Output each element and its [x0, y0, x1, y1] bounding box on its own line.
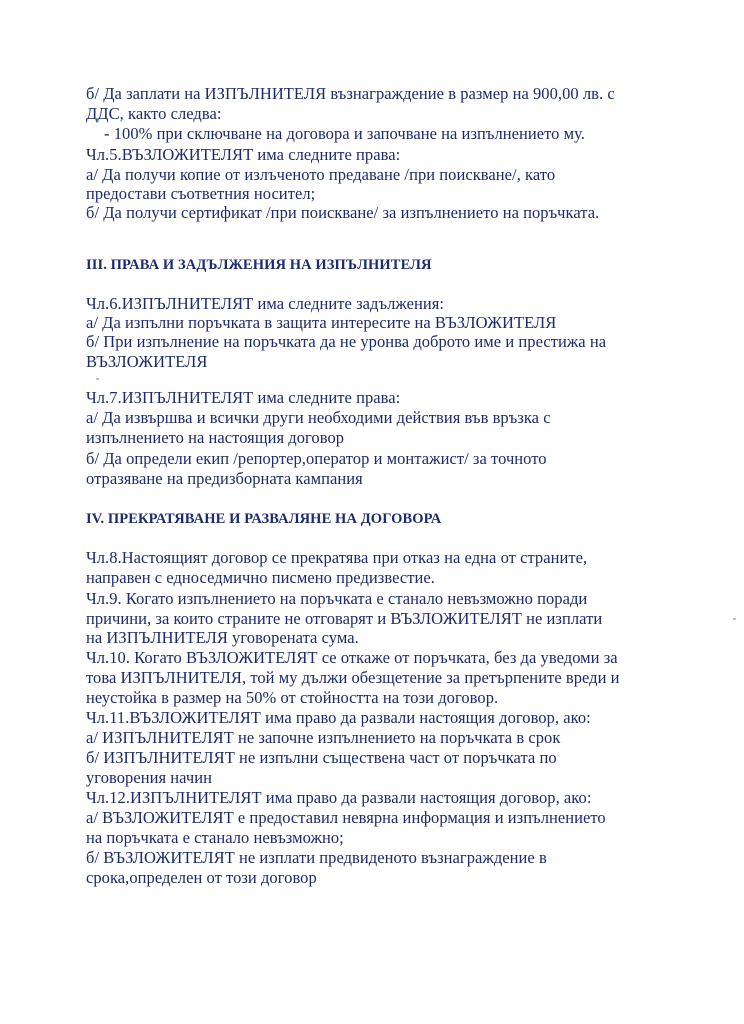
scan-speck — [733, 618, 736, 620]
paragraph-line: а/ Да извършва и всички други необходими действия във връзка с — [86, 408, 551, 427]
paragraph-line: уговорения начин — [86, 768, 212, 787]
paragraph-line: неустойка в размер на 50% от стойността на този договор. — [86, 688, 499, 707]
paragraph-line: предостави съответния носител; — [86, 184, 316, 203]
paragraph-line: б/ При изпълнение на поръчката да не уронва доброто име и престижа на — [86, 332, 607, 351]
section-heading-iii: III. ПРАВА И ЗАДЪЛЖЕНИЯ НА ИЗПЪЛНИТЕЛЯ — [86, 257, 432, 273]
paragraph-line: ВЪЗЛОЖИТЕЛЯ — [86, 352, 208, 371]
article-10-title: Чл.10. Когато ВЪЗЛОЖИТЕЛЯТ се откаже от поръчката, без да уведоми за — [86, 648, 618, 667]
paragraph-line: на поръчката е станало невъзможно; — [86, 828, 344, 847]
list-item: - 100% при сключване на договора и започване на изпълнението му. — [104, 124, 585, 143]
article-6-title: Чл.6.ИЗПЪЛНИТЕЛЯТ има следните задължения: — [86, 294, 444, 313]
paragraph-line: а/ ВЪЗЛОЖИТЕЛЯТ е предоставил невярна информация и изпълнението — [86, 808, 606, 827]
paragraph-line: б/ ВЪЗЛОЖИТЕЛЯТ не изплати предвиденото възнаграждение в — [86, 848, 547, 867]
section-heading-iv: IV. ПРЕКРАТЯВАНЕ И РАЗВАЛЯНЕ НА ДОГОВОРА — [86, 511, 442, 527]
article-8-title: Чл.8.Настоящият договор се прекратява при отказ на една от страните, — [86, 548, 588, 567]
article-5-title: Чл.5.ВЪЗЛОЖИТЕЛЯТ има следните права: — [86, 145, 401, 164]
paragraph-line: а/ Да получи копие от излъченото предаване /при поискване/, като — [86, 165, 556, 184]
paragraph-line: б/ Да получи сертификат /при поискване/ за изпълнението на поръчката. — [86, 203, 600, 222]
paragraph-line: причини, за които страните не отговарят и ВЪЗЛОЖИТЕЛЯТ не изплати — [86, 609, 603, 628]
paragraph-line: б/ ИЗПЪЛНИТЕЛЯТ не изпълни съществена част от поръчката по — [86, 748, 557, 767]
scan-speck — [96, 378, 99, 380]
article-11-title: Чл.11.ВЪЗЛОЖИТЕЛЯТ има право да развали настоящия договор, ако: — [86, 708, 591, 727]
article-7-title: Чл.7.ИЗПЪЛНИТЕЛЯТ има следните права: — [86, 388, 401, 407]
paragraph-line: а/ Да изпълни поръчката в защита интересите на ВЪЗЛОЖИТЕЛЯ — [86, 313, 557, 332]
paragraph-line: на ИЗПЪЛНИТЕЛЯ уговорената сума. — [86, 628, 359, 647]
article-9-title: Чл.9. Когато изпълнението на поръчката е станало невъзможно поради — [86, 589, 588, 608]
paragraph-line: срока,определен от този договор — [86, 868, 317, 887]
paragraph-line: отразяване на предизборната кампания — [86, 469, 363, 488]
paragraph-line: б/ Да определи екип /репортер,оператор и монтажист/ за точното — [86, 449, 547, 468]
paragraph-line: ДДС, както следва: — [86, 104, 222, 123]
paragraph-line: б/ Да заплати на ИЗПЪЛНИТЕЛЯ възнаграждение в размер на 900,00 лв. с — [86, 84, 615, 103]
paragraph-line: а/ ИЗПЪЛНИТЕЛЯТ не започне изпълнението на поръчката в срок — [86, 728, 561, 747]
paragraph-line: направен с едноседмично писмено предизвестие. — [86, 568, 435, 587]
paragraph-line: изпълнението на настоящия договор — [86, 428, 345, 447]
paragraph-line: това ИЗПЪЛНИТЕЛЯ, той му дължи обезщетение за претърпените вреди и — [86, 668, 620, 687]
article-12-title: Чл.12.ИЗПЪЛНИТЕЛЯТ има право да развали настоящия договор, ако: — [86, 788, 592, 807]
